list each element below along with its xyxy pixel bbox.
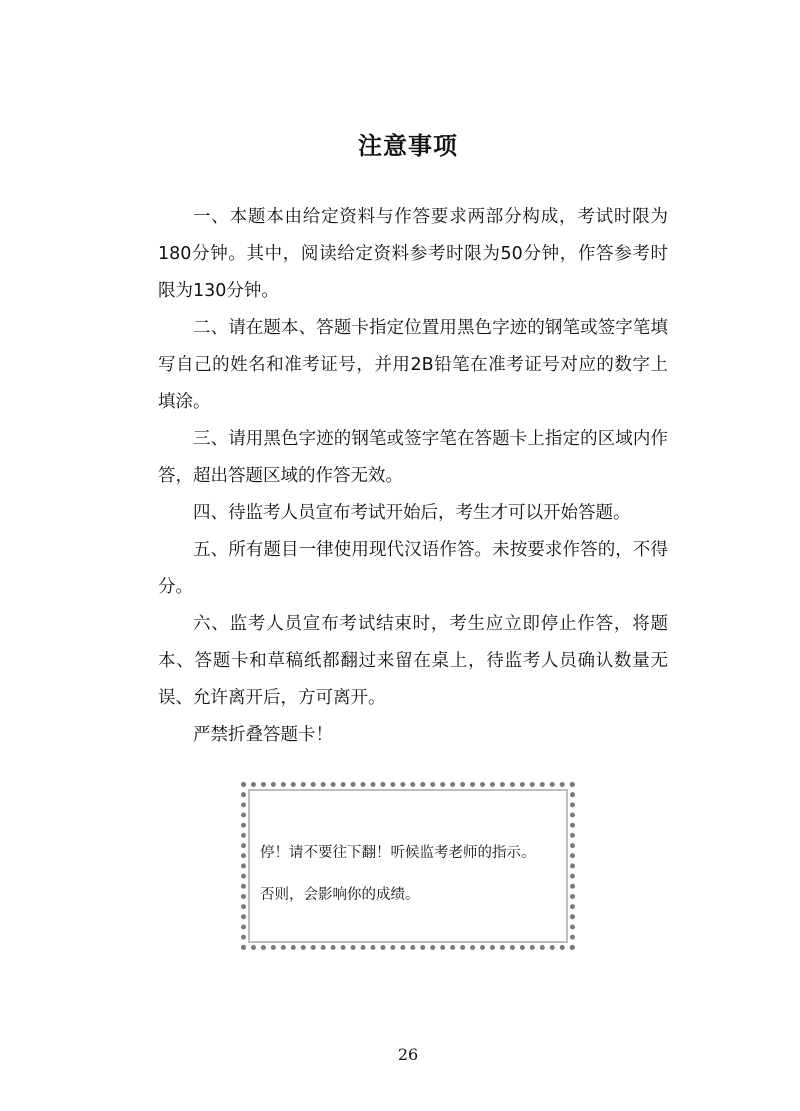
instruction-paragraph-1: 一、本题本由给定资料与作答要求两部分构成，考试时限为180分钟。其中，阅读给定资料参考时限为50分钟，作答参考时限为130分钟。 <box>158 207 668 301</box>
stop-notice-line-2: 否则，会影响你的成绩。 <box>260 887 420 903</box>
stop-notice-text <box>260 843 570 905</box>
instruction-paragraph-5: 五、所有题目一律使用现代汉语作答。未按要求作答的，不得分。 <box>158 540 668 597</box>
instruction-paragraph-2: 二、请在题本、答题卡指定位置用黑色字迹的钢笔或签字笔填写自己的姓名和准考证号，并用2B铅笔在准考证号对应的数字上填涂。 <box>158 318 668 412</box>
page-number: 26 <box>397 1045 419 1064</box>
stop-notice-box <box>241 782 575 950</box>
instruction-paragraph-4: 四、待监考人员宣布考试开始后，考生才可以开始答题。 <box>193 503 631 523</box>
stop-notice-line-1: 停！请不要往下翻！听候监考老师的指示。 <box>260 845 536 861</box>
instruction-paragraph-6: 六、监考人员宣布考试结束时，考生应立即停止作答，将题本、答题卡和草稿纸都翻过来留在桌上，待监考人员确认数量无误、允许离开后，方可离开。 <box>158 614 668 708</box>
instruction-paragraph-7: 严禁折叠答题卡！ <box>193 725 333 745</box>
instruction-paragraph-3: 三、请用黑色字迹的钢笔或签字笔在答题卡上指定的区域内作答，超出答题区域的作答无效。 <box>158 429 668 486</box>
page-title: 注意事项 <box>358 132 458 160</box>
instructions-body <box>158 199 668 754</box>
